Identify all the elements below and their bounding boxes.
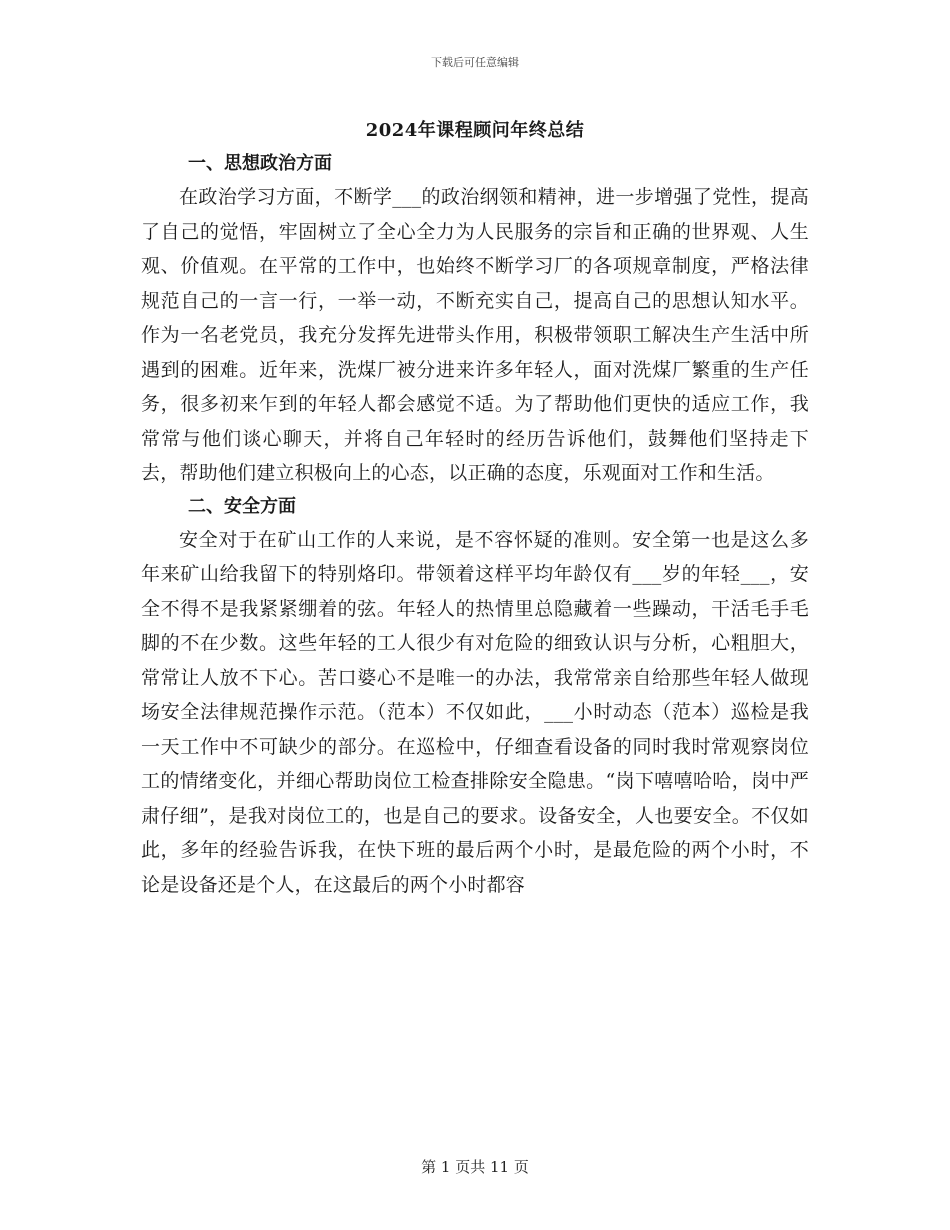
document-body xyxy=(141,148,809,902)
document-title: 2024年课程顾问年终总结 xyxy=(365,120,585,141)
page-footer: 第 1 页共 11 页 xyxy=(421,1158,529,1176)
section-paragraph-safety: 安全对于在矿山工作的人来说，是不容怀疑的准则。安全第一也是这么多年来矿山给我留下的特别烙印。带领着这样平均年龄仅有___岁的年轻___，安全不得不是我紧紧绷着的弦。年轻人的热情里总隐藏着一些躁动，干活毛手毛脚的不在少数。这些年轻的工人很少有对危险的细致认识与分析，心粗胆大，常常让人放不下心。苦口婆心不是唯一的办法，我常常亲自给那些年轻人做现场安全法律规范操作示范。（范本）不仅如此，___小时动态（范本）巡检是我一天工作中不可缺少的部分。在巡检中，仔细查看设备的同时我时常观察岗位工的情绪变化，并细心帮助岗位工检查排除安全隐患。“岗下嘻嘻哈哈，岗中严肃仔细”，是我对岗位工的，也是自己的要求。设备安全，人也要安全。不仅如此，多年的经验告诉我，在快下班的最后两个小时，是最危险的两个小时，不论是设备还是个人，在这最后的两个小时都容 xyxy=(141,528,809,896)
section-paragraph-politics: 在政治学习方面，不断学___的政治纲领和精神，进一步增强了党性，提高了自己的觉悟，牢固树立了全心全力为人民服务的宗旨和正确的世界观、人生观、价值观。在平常的工作中，也始终不断学习厂的各项规章制度，严格法律规范自己的一言一行，一举一动，不断充实自己，提高自己的思想认知水平。作为一名老党员，我充分发挥先进带头作用，积极带领职工解决生产生活中所遇到的困难。近年来，洗煤厂被分进来许多年轻人，面对洗煤厂繁重的生产任务，很多初来乍到的年轻人都会感觉不适。为了帮助他们更快的适应工作，我常常与他们谈心聊天，并将自己年轻时的经历告诉他们，鼓舞他们坚持走下去，帮助他们建立积极向上的心态，以正确的态度，乐观面对工作和生活。 xyxy=(141,186,809,484)
header-note: 下载后可任意编辑 xyxy=(431,56,519,69)
section-heading-safety: 二、安全方面 xyxy=(188,495,296,517)
section-heading-politics: 一、思想政治方面 xyxy=(188,153,332,174)
